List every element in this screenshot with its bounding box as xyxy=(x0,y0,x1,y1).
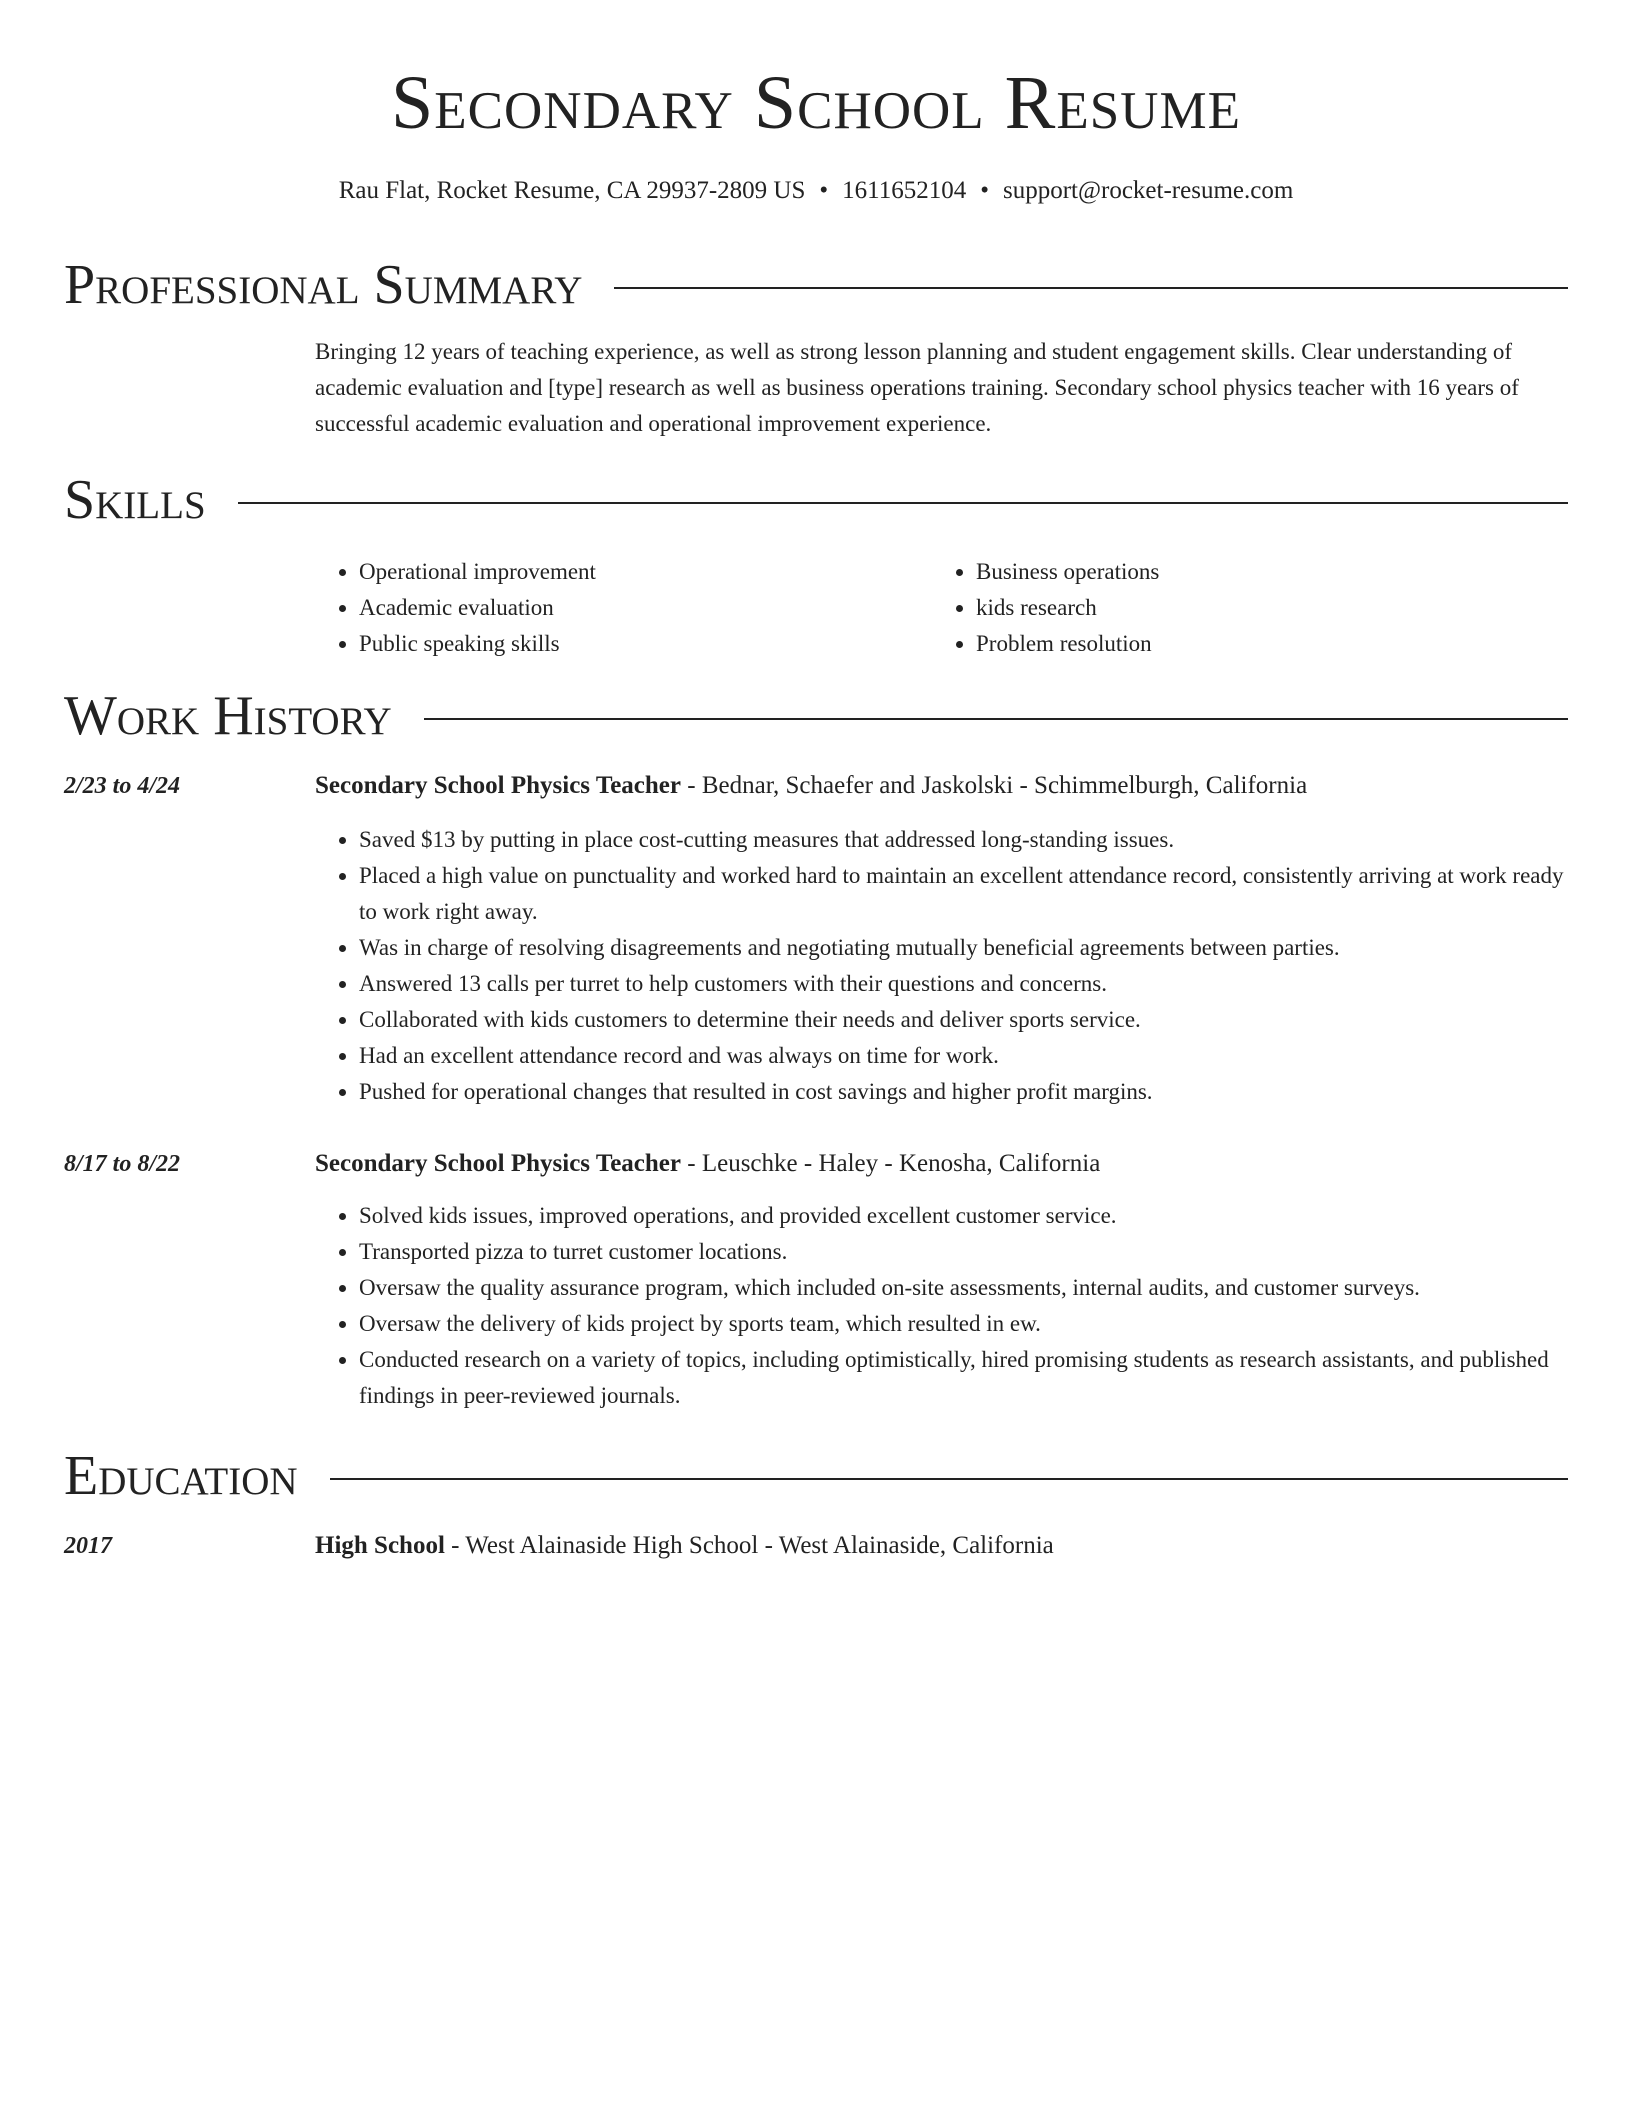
summary-heading: Professional Summary xyxy=(64,254,583,316)
list-item: • Transported pizza to turret customer locations. xyxy=(359,1234,1568,1270)
work-date: 8/17 to 8/22 xyxy=(64,1151,181,1177)
section-divider xyxy=(424,718,1568,720)
resume-title: Secondary School Resume xyxy=(391,61,1241,145)
list-item: • Answered 13 calls per turret to help customers with their questions and concerns. xyxy=(359,966,1568,1002)
bullet-separator: • xyxy=(980,177,989,204)
education-date: 2017 xyxy=(64,1533,112,1559)
skill-item: • Problem resolution xyxy=(976,626,1549,662)
job-title: Secondary School Physics Teacher xyxy=(315,772,681,799)
bullet-separator: • xyxy=(819,177,829,204)
job-employer: - Bednar, Schaefer and Jaskolski - Schimmelburgh, California xyxy=(681,772,1308,799)
list-item: • Saved $13 by putting in place cost-cutting measures that addressed long-standing issues. xyxy=(359,822,1568,858)
list-item: • Oversaw the quality assurance program, which included on-site assessments, internal audits, and customer surveys. xyxy=(359,1270,1568,1306)
summary-text: Bringing 12 years of teaching experience, as well as strong lesson planning and student engagement skills. Clear understanding of academic evaluation and [type] research as well as business operations training. Secondary school physics teacher with 16 years of successful academic evaluation and operational improvement experience. xyxy=(315,339,1519,436)
work-date: 2/23 to 4/24 xyxy=(64,773,181,799)
work-bullets xyxy=(315,822,1568,1110)
job-employer: - Leuschke - Haley - Kenosha, California xyxy=(681,1150,1101,1177)
list-item: • Solved kids issues, improved operations, and provided excellent customer service. xyxy=(359,1198,1568,1234)
list-item: • Oversaw the delivery of kids project by sports team, which resulted in ew. xyxy=(359,1306,1568,1342)
section-divider xyxy=(614,287,1568,289)
education-section-header xyxy=(64,1444,1568,1508)
list-item: • Conducted research on a variety of topics, including optimistically, hired promising students as research assistants, and published findings in peer-reviewed journals. xyxy=(359,1342,1568,1414)
skills-list xyxy=(315,554,1568,662)
work-headline xyxy=(315,768,1568,804)
work-section-header xyxy=(64,684,1568,748)
skills-heading: Skills xyxy=(64,469,206,531)
education-headline xyxy=(315,1528,1568,1564)
education-heading: Education xyxy=(64,1445,298,1507)
email-link[interactable]: support@rocket-resume.com xyxy=(1002,177,1294,204)
section-divider xyxy=(330,1478,1568,1480)
section-divider xyxy=(238,502,1568,504)
list-item: • Was in charge of resolving disagreements and negotiating mutually beneficial agreements between parties. xyxy=(359,930,1568,966)
skill-item: • Business operations xyxy=(976,554,1549,590)
school-details: - West Alainaside High School - West Alainaside, California xyxy=(444,1532,1054,1559)
skill-item: • Public speaking skills xyxy=(359,626,932,662)
contact-line xyxy=(64,174,1568,208)
skill-item: • Operational improvement xyxy=(359,554,932,590)
summary-section-header xyxy=(64,253,1568,317)
work-bullets xyxy=(315,1198,1568,1414)
list-item: • Placed a high value on punctuality and worked hard to maintain an excellent attendance record, consistently arriving at work ready to work right away. xyxy=(359,858,1568,930)
job-title: Secondary School Physics Teacher xyxy=(315,1150,681,1177)
skills-column-left xyxy=(315,554,932,662)
list-item: • Pushed for operational changes that resulted in cost savings and higher profit margins. xyxy=(359,1074,1568,1110)
skills-column-right xyxy=(932,554,1549,662)
degree-title: High School xyxy=(315,1532,445,1559)
work-heading: Work History xyxy=(64,685,392,747)
skills-section-header xyxy=(64,468,1568,532)
skill-item: • Academic evaluation xyxy=(359,590,932,626)
list-item: • Collaborated with kids customers to determine their needs and deliver sports service. xyxy=(359,1002,1568,1038)
list-item: • Had an excellent attendance record and was always on time for work. xyxy=(359,1038,1568,1074)
phone-text: 1611652104 xyxy=(842,177,967,204)
work-headline xyxy=(315,1146,1568,1182)
address-text: Rau Flat, Rocket Resume, CA 29937-2809 US xyxy=(338,177,806,204)
skill-item: • kids research xyxy=(976,590,1549,626)
